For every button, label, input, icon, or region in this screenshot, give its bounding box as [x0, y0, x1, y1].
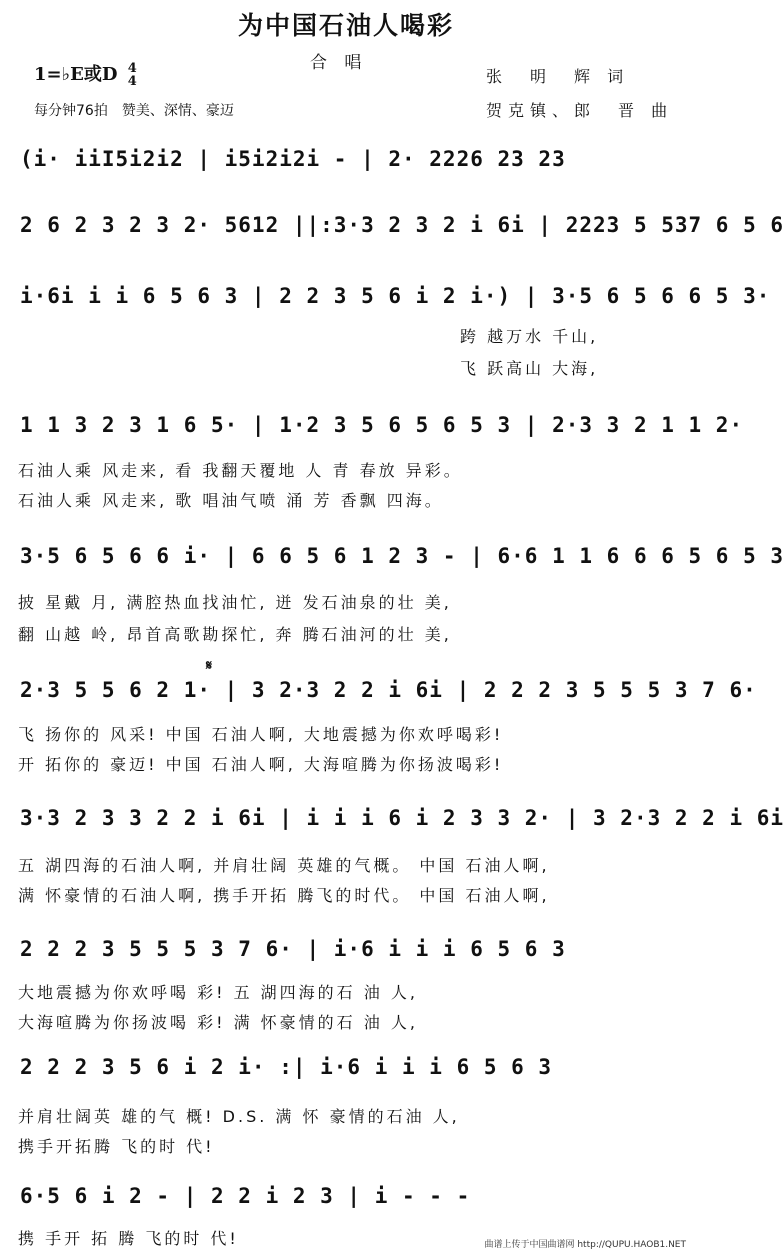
- lyric-line: 飞 跃高山 大海,: [460, 359, 599, 378]
- lyric-line: 五 湖四海的石油人啊, 并肩壮阔 英雄的气概。 中国 石油人啊,: [18, 856, 550, 875]
- lyric-line: 开 拓你的 豪迈! 中国 石油人啊, 大海喧腾为你扬波喝彩!: [18, 755, 504, 774]
- score-line-4: 1 1 3 2 3 1 6 5· | 1·2 3 5 6 5 6 5 3 | 2·3 3 2 1 1 2·: [20, 413, 744, 437]
- score-line-3: i·6i i i 6 5 6 3 | 2 2 3 5 6 i 2 i·) | 3·5 6 5 6 6 5 3·: [20, 284, 771, 308]
- key-signature: [34, 60, 137, 88]
- page-title: 为中国石油人喝彩: [237, 11, 454, 40]
- lyric-line: 大地震撼为你欢呼喝 彩! 五 湖四海的石 油 人,: [18, 983, 418, 1002]
- score-line-5: 3·5 6 5 6 6 i· | 6 6 5 6 1 2 3 - | 6·6 1 1 6 6 6 5 6 5 3: [20, 544, 784, 568]
- score-line-6: 2·3 5 5 6 2 1· | 3 2·3 2 2 i 6i | 2 2 2 3 5 5 5 3 7 6·: [20, 678, 757, 702]
- segno-icon: 𝄋: [206, 658, 213, 674]
- site-watermark: 曲谱上传于中国曲谱网 http://QUPU.HAOB1.NET: [484, 1240, 686, 1250]
- lyric-line: 携手开拓腾 飞的时 代!: [18, 1137, 215, 1156]
- lyric-line: 携 手开 拓 腾 飞的时 代!: [18, 1229, 239, 1248]
- subtitle: 合 唱: [310, 53, 368, 73]
- lyric-line: 跨 越万水 千山,: [460, 327, 599, 346]
- lyric-line: 石油人乘 风走来, 歌 唱油气喷 涌 芳 香飘 四海。: [18, 491, 444, 510]
- lyric-line: 满 怀豪情的石油人啊, 携手开拓 腾飞的时代。 中国 石油人啊,: [18, 886, 550, 905]
- score-line-10: 6·5 6 i 2 - | 2 2 i 2 3 | i - - -: [20, 1184, 471, 1208]
- lyric-line: 并肩壮阔英 雄的气 概! D.S. 满 怀 豪情的石油 人,: [18, 1107, 460, 1126]
- score-line-2: 2 6 2 3 2 3 2· 5612 ||:3·3 2 3 2 i 6i | 2223 5 537 6 5 6: [20, 213, 784, 237]
- score-line-8: 2 2 2 3 5 5 5 3 7 6· | i·6 i i i 6 5 6 3: [20, 937, 566, 961]
- lyric-line: 披 星戴 月, 满腔热血找油忙, 迸 发石油泉的壮 美,: [18, 593, 452, 612]
- composer-credit: 贺克镇、郎 晋 曲: [486, 101, 674, 120]
- score-line-1: (i· iiI5i2i2 | i5i2i2i - | 2· 2226 23 23: [20, 147, 566, 171]
- lyric-line: 石油人乘 风走来, 看 我翻天覆地 人 青 春放 异彩。: [18, 461, 463, 480]
- time-signature: 4 4: [127, 61, 137, 89]
- lyric-line: 大海喧腾为你扬波喝 彩! 满 怀豪情的石 油 人,: [18, 1013, 418, 1032]
- score-line-9: 2 2 2 3 5 6 i 2 i· :| i·6 i i i 6 5 6 3: [20, 1055, 553, 1079]
- lyric-line: 翻 山越 岭, 昂首高歌勘探忙, 奔 腾石油河的壮 美,: [18, 625, 452, 644]
- key-label: 1=♭E或D: [34, 64, 118, 85]
- tempo-marking: 每分钟76拍 赞美、深情、豪迈: [34, 103, 234, 119]
- score-line-7: 3·3 2 3 3 2 2 i 6i | i i i 6 i 2 3 3 2· | 3 2·3 2 2 i 6i: [20, 806, 784, 830]
- lyricist-credit: 张 明 辉 词: [486, 67, 630, 86]
- lyric-line: 飞 扬你的 风采! 中国 石油人啊, 大地震撼为你欢呼喝彩!: [18, 725, 504, 744]
